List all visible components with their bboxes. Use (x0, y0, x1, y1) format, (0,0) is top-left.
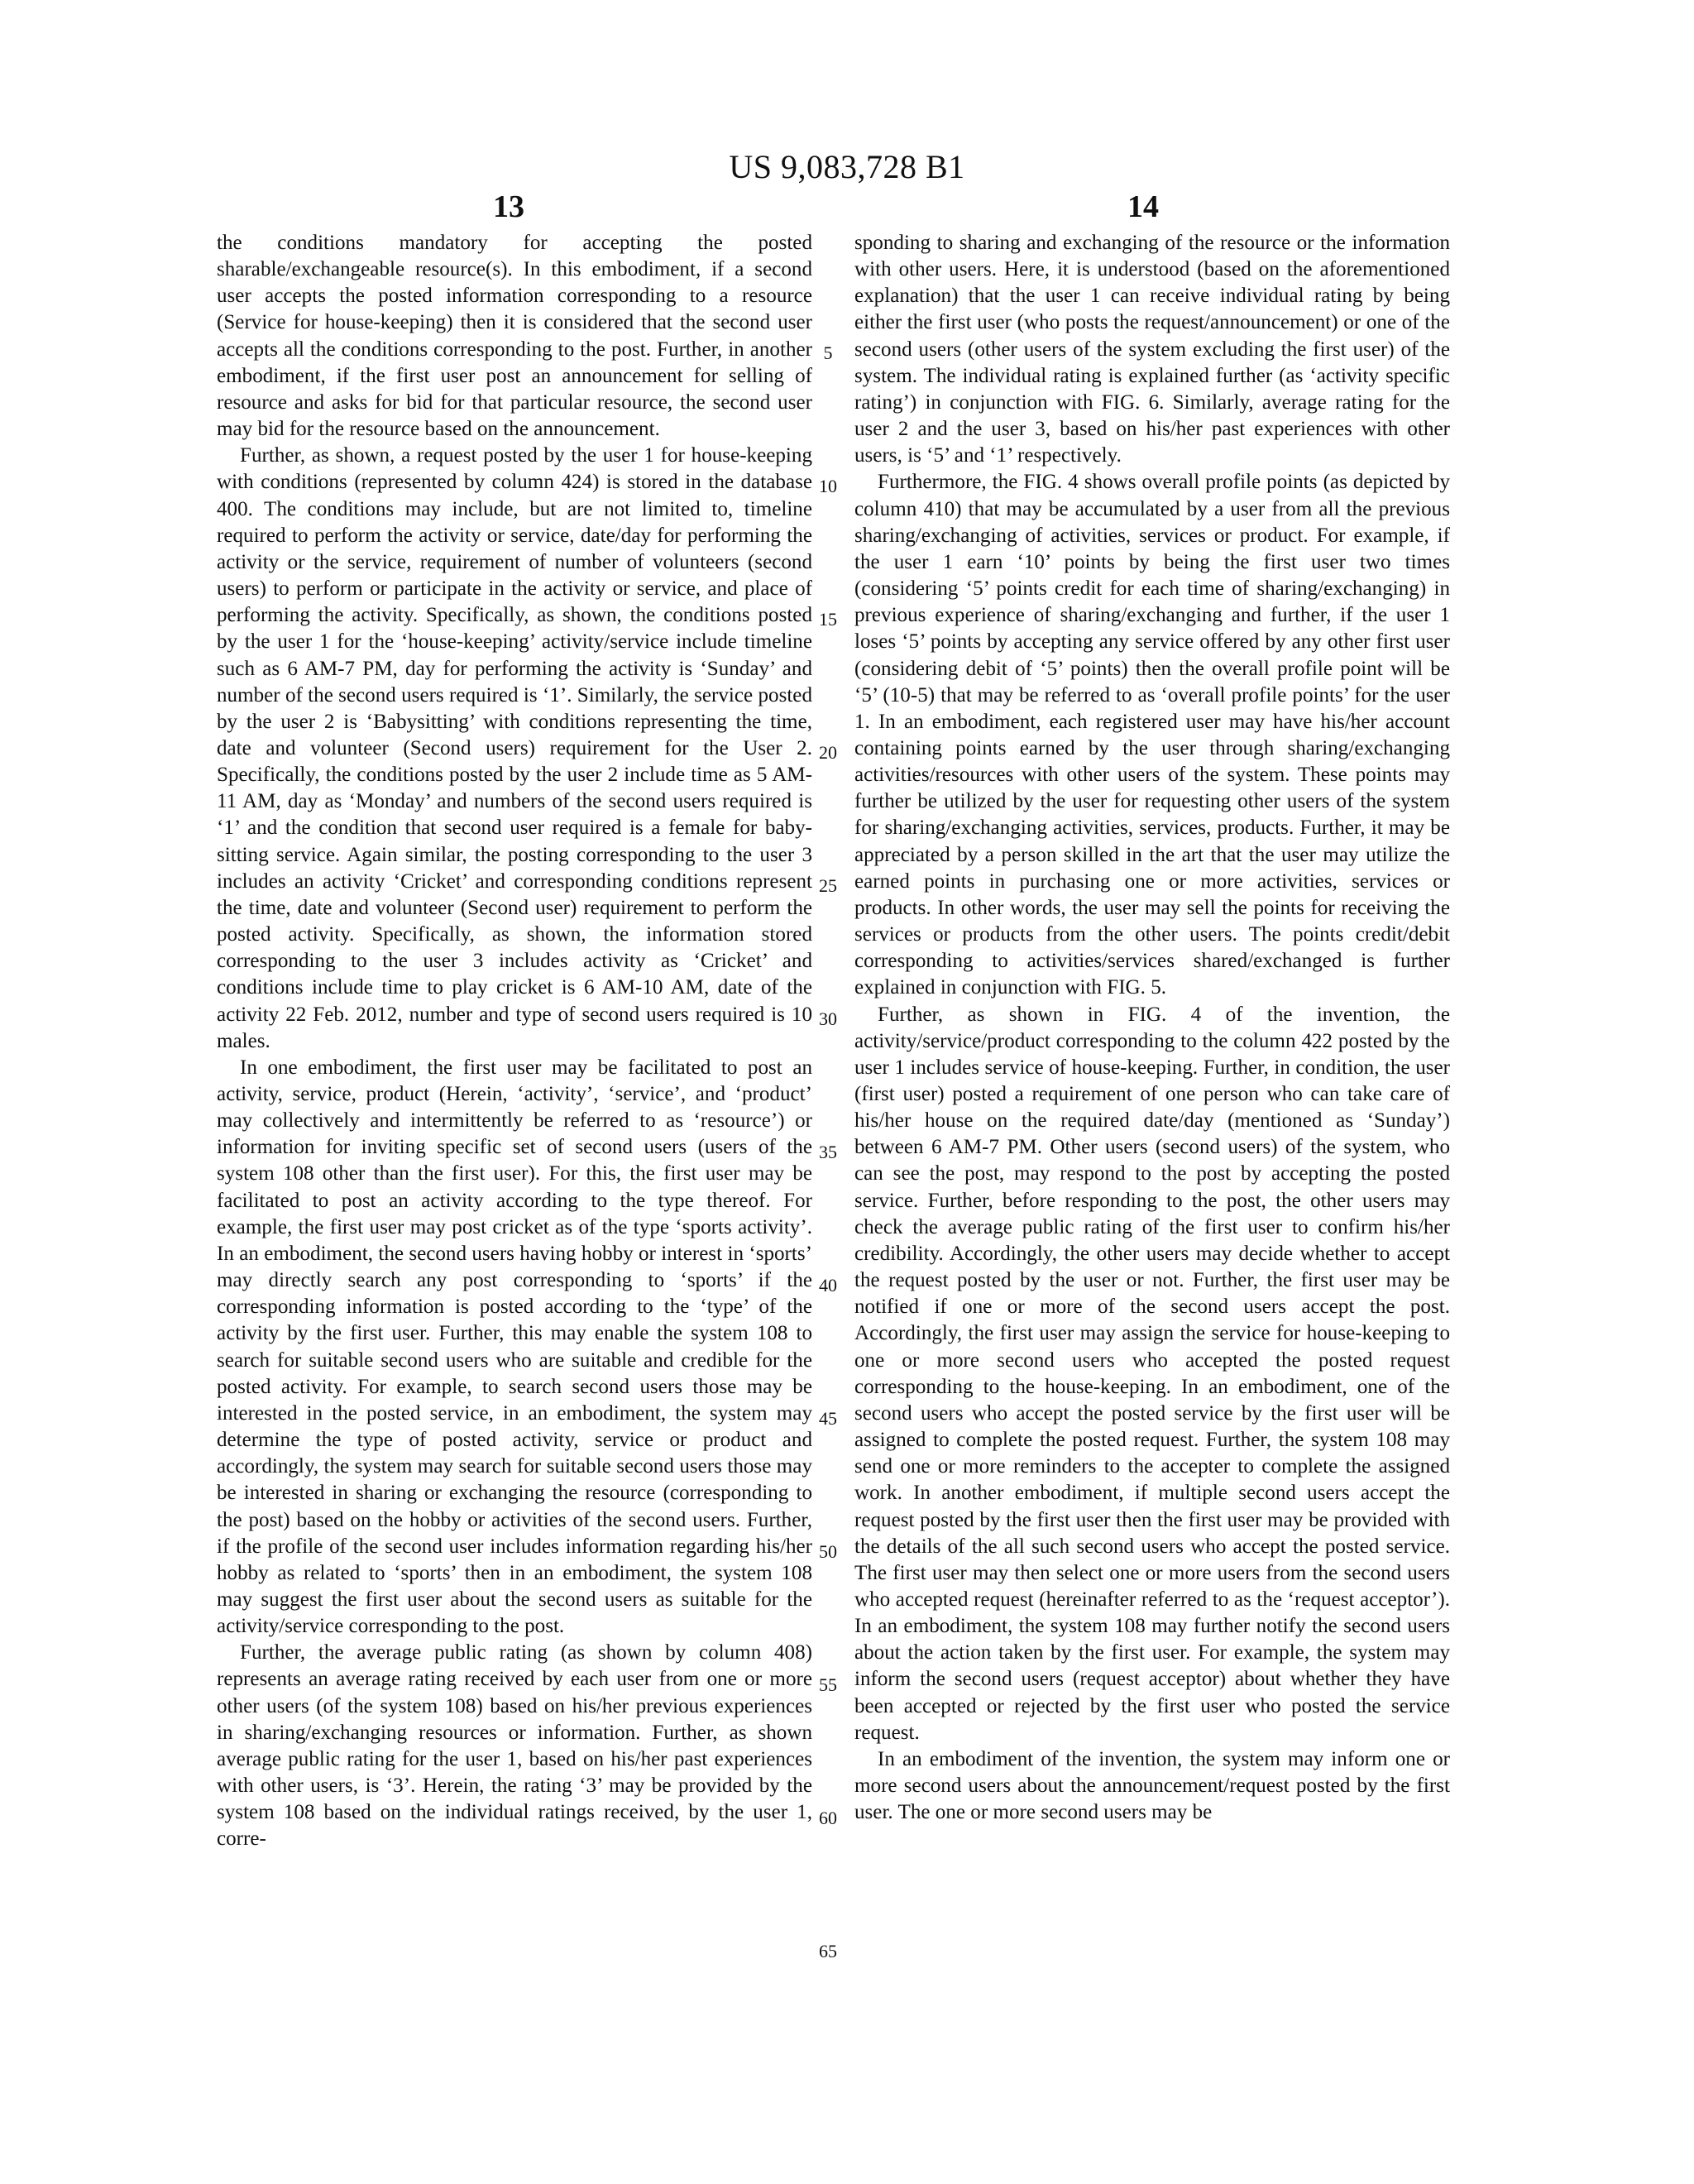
patent-number-header: US 9,083,728 B1 (729, 148, 965, 185)
line-number: 10 (819, 476, 837, 496)
left-column-number: 13 (493, 189, 524, 224)
paragraph: the conditions mandatory for accepting the posted sharable/exchangeable resource(s). In this embodiment, if a second user accepts the posted information corresponding to a resource (Service for house-keeping) then it is considered that the second user accepts all the conditions corresponding to the post. Further, in another embodiment, if the first user post an announcement for selling of resource and asks for bid for that particular resource, the second user may bid for the resource based on the announcement. (217, 232, 812, 441)
line-number: 5 (823, 342, 833, 363)
line-number: 45 (819, 1408, 837, 1429)
line-number: 65 (819, 1941, 837, 1961)
line-number: 50 (819, 1541, 837, 1562)
paragraph: Further, the average public rating (as shown by column 408) represents an average rating received by each user from one or more other users (of the system 108) based on his/her previous experiences in sharing/exchanging resources or information. Further, as shown average public rating for the user 1, based on his/her past experiences with other users, is ‘3’. Herein, the rating ‘3’ may be provided by the system 108 based on the individual ratings received, by the user 1, corre- (217, 1641, 812, 1851)
paragraph: In an embodiment of the invention, the system may inform one or more second users about the announcement/request posted by the first user. The one or more second users may be (854, 1747, 1450, 1824)
line-number: 15 (819, 609, 837, 630)
line-number: 35 (819, 1142, 837, 1162)
line-number: 60 (819, 1808, 837, 1828)
line-number: 55 (819, 1674, 837, 1695)
left-text-column (217, 230, 812, 1853)
right-column-number: 14 (1127, 189, 1159, 224)
paragraph: In one embodiment, the first user may be facilitated to post an activity, service, product (Herein, ‘activity’, ‘service’, and ‘product’ may collectively and intermittently be referred to as ‘resource’) or information for inviting specific set of second users (users of the system 108 other than the first user). For this, the first user may be facilitated to post an activity according to the type thereof. For example, the first user may post cricket as of the type ‘sports activity’. In an embodiment, the second users having hobby or interest in ‘sports’ may directly search any post corresponding to ‘sports’ if the corresponding information is posted according to the ‘type’ of the activity by the first user. Further, this may enable the system 108 to search for suitable second users who are suitable and credible for the posted activity. For example, to search second users those may be interested in the posted service, in an embodiment, the system may determine the type of posted activity, service or product and accordingly, the system may search for suitable second users those may be interested in sharing or exchanging the resource (corresponding to the post) based on the hobby or activities of the second users. Further, if the profile of the second user includes information regarding his/her hobby as related to ‘sports’ then in an embodiment, the system 108 may suggest the first user about the second users as suitable for the activity/service corresponding to the post. (217, 1056, 812, 1638)
paragraph: Furthermore, the FIG. 4 shows overall profile points (as depicted by column 410) that may be accumulated by a user from all the previous sharing/exchanging of activities, services or product. For example, if the user 1 earn ‘10’ points by being the first user two times (considering ‘5’ points credit for each time of sharing/exchanging) in previous experience of sharing/exchanging and further, if the user 1 loses ‘5’ points by accepting any service offered by any other first user (considering debit of ‘5’ points) then the overall profile point will be ‘5’ (10-5) that may be referred to as ‘overall profile points’ for the user 1. In an embodiment, each registered user may have his/her account containing points earned by the user through sharing/exchanging activities/resources with other users of the system. These points may further be utilized by the user for requesting other users of the system for sharing/exchanging activities, services, products. Further, it may be appreciated by a person skilled in the art that the user may utilize the earned points in purchasing one or more activities, services or products. In other words, the user may sell the points for receiving the services or products from the other users. The points credit/debit corresponding to activities/services shared/exchanged is further explained in conjunction with FIG. 5. (854, 471, 1450, 999)
line-number: 25 (819, 875, 837, 896)
paragraph: Further, as shown in FIG. 4 of the invention, the activity/service/product corresponding to the column 422 posted by the user 1 includes service of house-keeping. Further, in condition, the user (first user) posted a requirement of one person who can take care of his/her house on the required date/day (mentioned as ‘Sunday’) between 6 AM-7 PM. Other users (second users) of the system, who can see the post, may respond to the post by accepting the posted service. Further, before responding to the post, the other users may check the average public rating of the first user to confirm his/her credibility. Accordingly, the other users may decide whether to accept the request posted by the user or not. Further, the first user may be notified if one or more of the second users accept the post. Accordingly, the first user may assign the service for house-keeping to one or more second users who accepted the posted request corresponding to the house-keeping. In an embodiment, one of the second users who accept the posted service by the first user will be assigned to complete the posted request. Further, the system 108 may send one or more reminders to the accepter to complete the assigned work. In another embodiment, if multiple second users accept the request posted by the first user then the first user may be provided with the details of the all such second users who accept the posted service. The first user may then select one or more users from the second users who accepted request (hereinafter referred to as the ‘request acceptor’). In an embodiment, the system 108 may further notify the second users about the action taken by the first user. For example, the system may inform the second users (request acceptor) about whether they have been accepted or rejected by the first user who posted the service request. (854, 1003, 1450, 1744)
line-number: 20 (819, 742, 837, 763)
paragraph: Further, as shown, a request posted by the user 1 for house-keeping with conditions (represented by column 424) is stored in the database 400. The conditions may include, but are not limited to, timeline required to perform the activity or service, date/day for performing the activity or the service, requirement of number of volunteers (second users) to perform or participate in the activity or service, and place of performing the activity. Specifically, as shown, the conditions posted by the user 1 for the ‘house-keeping’ activity/service include timeline such as 6 AM-7 PM, day for performing the activity is ‘Sunday’ and number of the second users required is ‘1’. Similarly, the service posted by the user 2 is ‘Babysitting’ with conditions representing the time, date and volunteer (Second users) requirement for the User 2. Specifically, the conditions posted by the user 2 include time as 5 AM-11 AM, day as ‘Monday’ and numbers of the second users required is ‘1’ and the condition that second user required is a female for baby-sitting service. Again similar, the posting corresponding to the user 3 includes an activity ‘Cricket’ and corresponding conditions represent the time, date and volunteer (Second user) requirement to perform the posted activity. Specifically, as shown, the information stored corresponding to the user 3 includes activity as ‘Cricket’ and conditions include time to play cricket is 6 AM-10 AM, date of the activity 22 Feb. 2012, number and type of second users required is 10 males. (217, 444, 812, 1052)
line-number: 30 (819, 1008, 837, 1029)
right-text-column (854, 230, 1450, 1826)
line-number: 40 (819, 1275, 837, 1296)
paragraph: sponding to sharing and exchanging of the resource or the information with other users. Here, it is understood (based on the aforementioned explanation) that the user 1 can receive individual rating by being either the first user (who posts the request/announcement) or one of the second users (other users of the system excluding the first user) of the system. The individual rating is explained further (as ‘activity specific rating’) in conjunction with FIG. 6. Similarly, average rating for the user 2 and the user 3, based on his/her past experiences with other users, is ‘5’ and ‘1’ respectively. (854, 232, 1450, 467)
